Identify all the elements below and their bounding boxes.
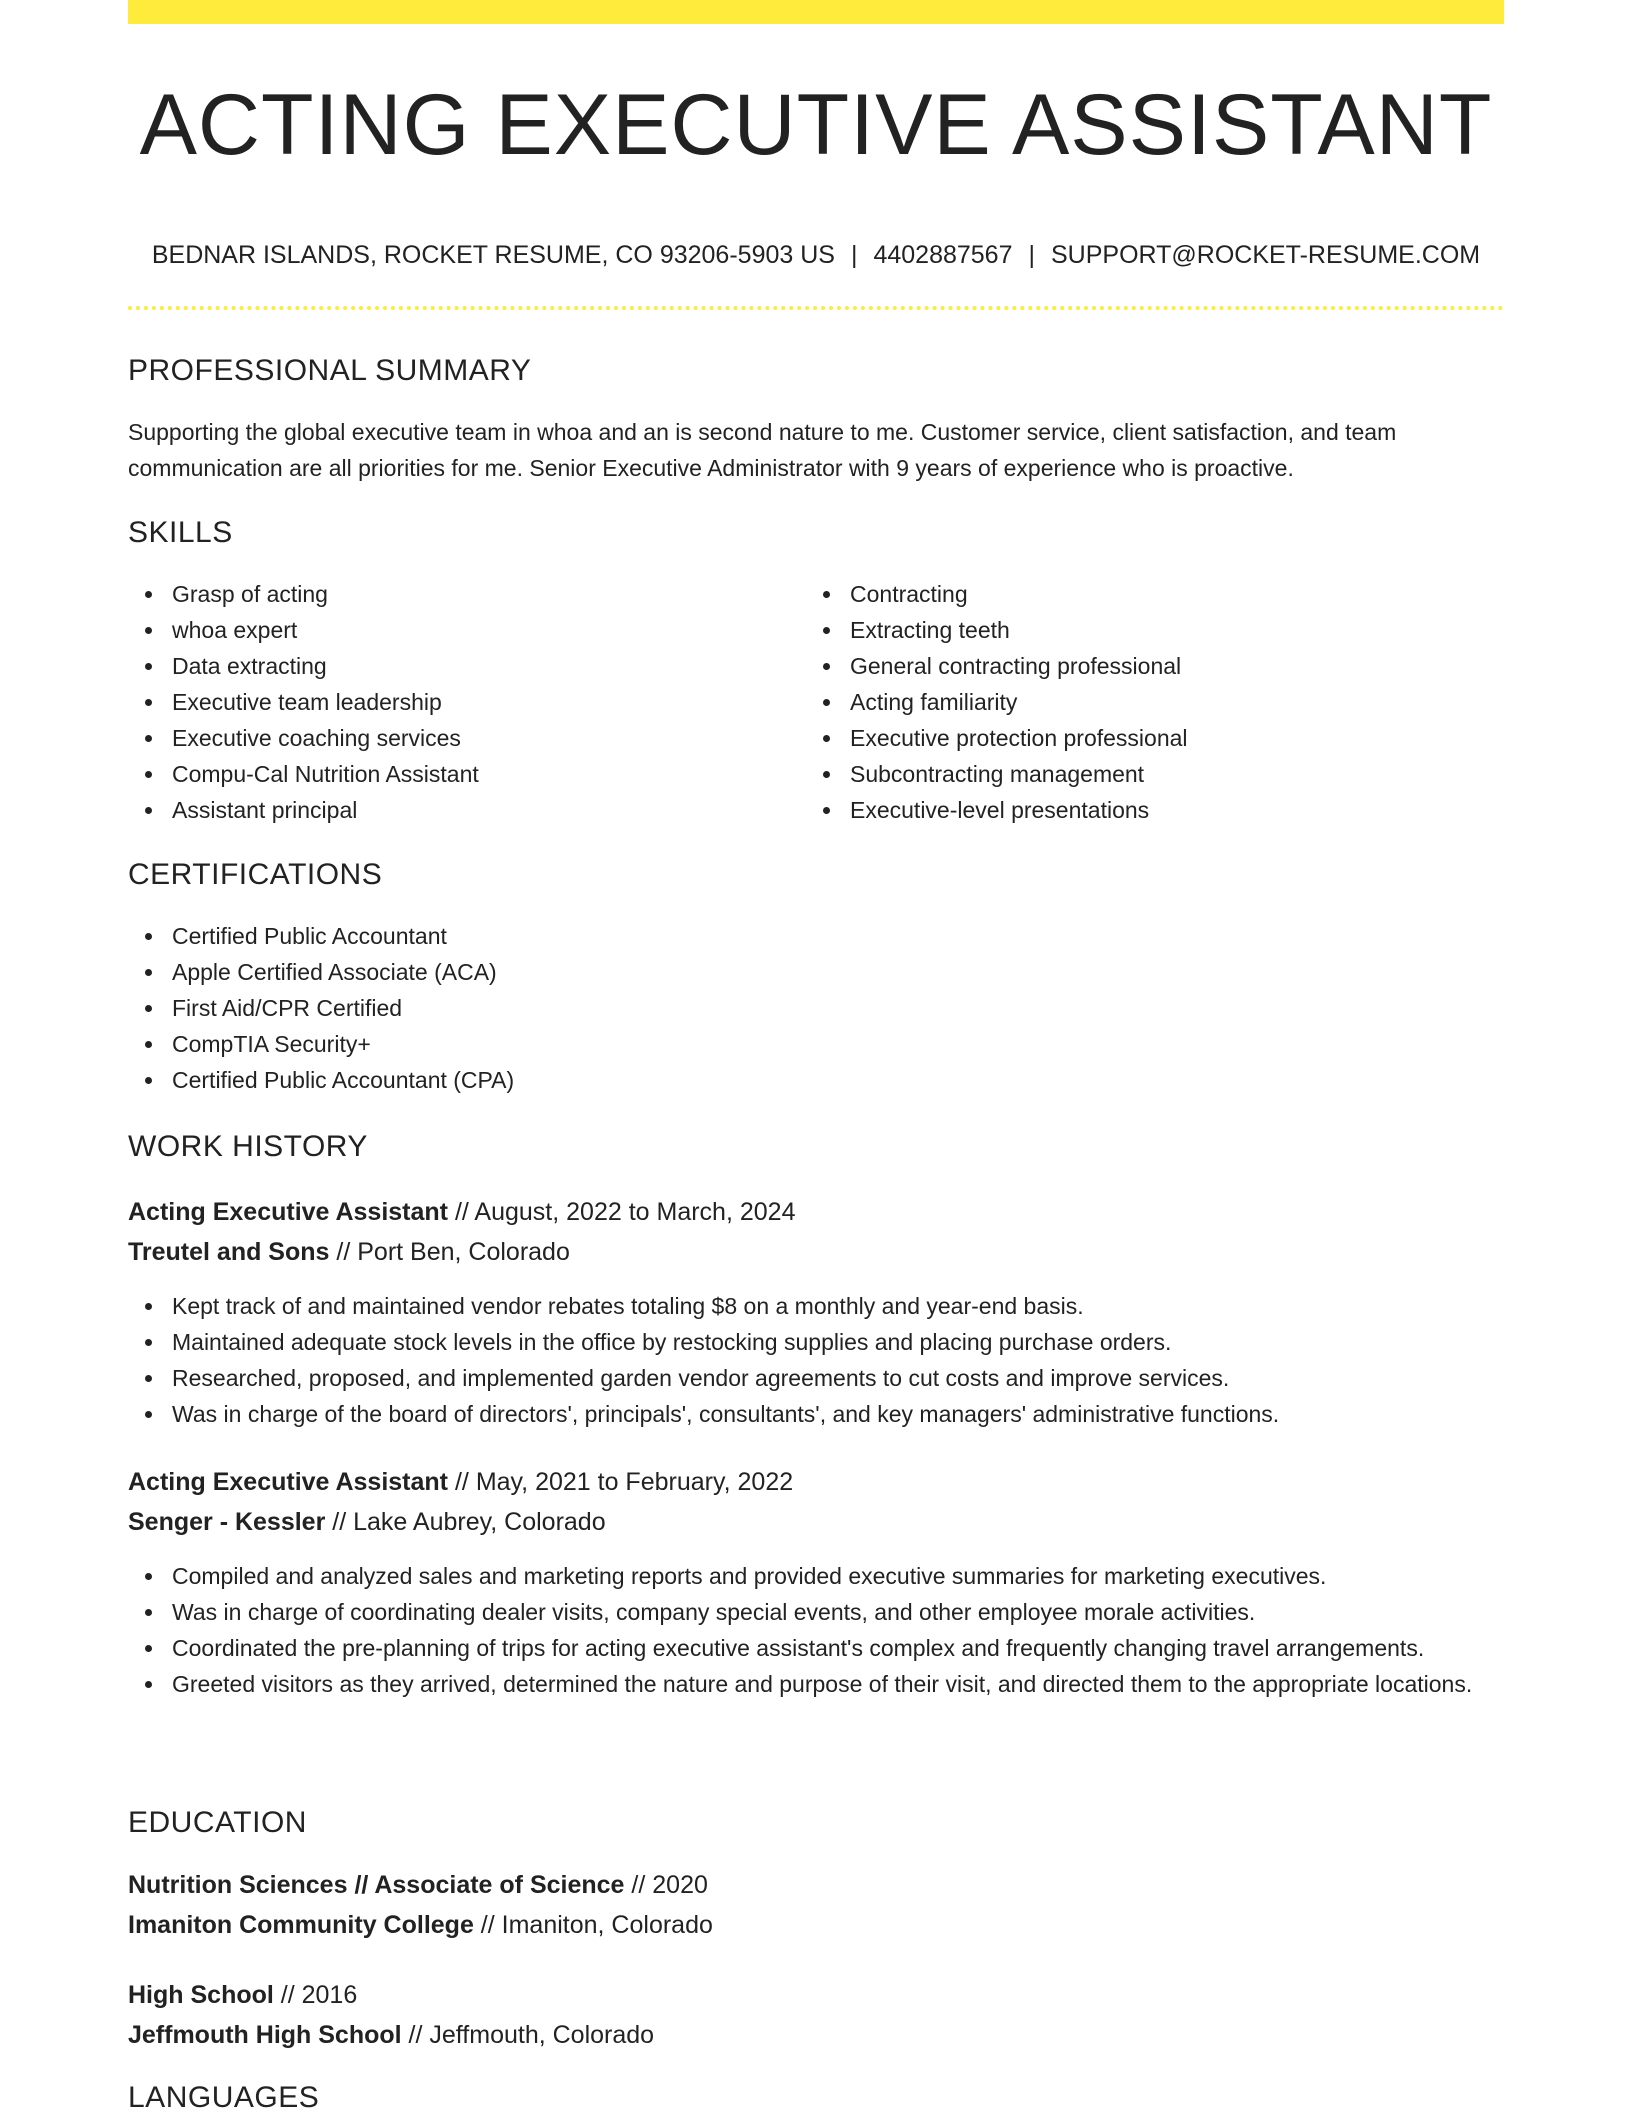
education-separator: // — [401, 2021, 430, 2049]
skill-item: Subcontracting management — [806, 756, 1496, 792]
job-bullets — [128, 1558, 1504, 1702]
skill-item: Executive protection professional — [806, 720, 1496, 756]
job-role: Acting Executive Assistant — [128, 1468, 449, 1496]
header-divider — [128, 306, 1504, 310]
contact-separator: | — [1028, 241, 1035, 269]
summary-heading: PROFESSIONAL SUMMARY — [128, 354, 532, 387]
skill-item: whoa expert — [128, 612, 788, 648]
job-company: Treutel and Sons — [128, 1238, 330, 1266]
education-degree-line — [128, 1977, 357, 2013]
job-bullet: Kept track of and maintained vendor rebates totaling $8 on a monthly and year-end basis. — [128, 1288, 1504, 1324]
contact-address: BEDNAR ISLANDS, ROCKET RESUME, CO 93206-5903 US — [151, 241, 835, 269]
job-bullets — [128, 1288, 1504, 1432]
certification-item: Certified Public Accountant (CPA) — [128, 1062, 1504, 1098]
job-bullet: Compiled and analyzed sales and marketing reports and provided executive summaries for marketing executives. — [128, 1558, 1504, 1594]
skill-item: Extracting teeth — [806, 612, 1496, 648]
job-bullet: Greeted visitors as they arrived, determined the nature and purpose of their visit, and directed them to the appropriate locations. — [128, 1666, 1504, 1702]
skill-item: Grasp of acting — [128, 576, 788, 612]
education-location: Imaniton, Colorado — [501, 1911, 713, 1939]
contact-phone: 4402887567 — [873, 241, 1013, 269]
education-school-line — [128, 1907, 713, 1943]
contact-email: SUPPORT@ROCKET-RESUME.COM — [1051, 241, 1481, 269]
skill-item: Data extracting — [128, 648, 788, 684]
certification-item: Apple Certified Associate (ACA) — [128, 954, 1504, 990]
job-company-line — [128, 1504, 606, 1540]
job-separator: // — [325, 1508, 354, 1536]
job-location: Lake Aubrey, Colorado — [353, 1508, 606, 1536]
education-school: Imaniton Community College — [128, 1911, 474, 1939]
certifications-list — [128, 918, 1504, 1098]
education-separator: // — [473, 1911, 502, 1939]
contact-separator: | — [850, 241, 858, 269]
skill-item: Executive-level presentations — [806, 792, 1496, 828]
job-separator: // — [448, 1198, 475, 1226]
education-school: Jeffmouth High School — [128, 2021, 402, 2049]
skill-item: General contracting professional — [806, 648, 1496, 684]
skill-item: Executive coaching services — [128, 720, 788, 756]
certification-item: CompTIA Security+ — [128, 1026, 1504, 1062]
education-year: 2016 — [301, 1981, 358, 2009]
candidate-title: ACTING EXECUTIVE ASSISTANT — [139, 77, 1493, 173]
job-company: Senger - Kessler — [128, 1508, 326, 1536]
job-bullet: Coordinated the pre-planning of trips for acting executive assistant's complex and frequently changing travel arrangements. — [128, 1630, 1504, 1666]
skill-item: Contracting — [806, 576, 1496, 612]
education-heading: EDUCATION — [128, 1806, 307, 1839]
job-bullet: Maintained adequate stock levels in the office by restocking supplies and placing purchase orders. — [128, 1324, 1504, 1360]
certification-item: Certified Public Accountant — [128, 918, 1504, 954]
job-title-line — [128, 1194, 795, 1230]
education-degree: High School — [128, 1981, 274, 2009]
education-separator: // — [273, 1981, 302, 2009]
skill-item: Compu-Cal Nutrition Assistant — [128, 756, 788, 792]
skills-heading: SKILLS — [128, 516, 233, 549]
job-separator: // — [329, 1238, 358, 1266]
job-separator: // — [448, 1468, 476, 1496]
job-location: Port Ben, Colorado — [357, 1238, 570, 1266]
top-accent-bar — [128, 0, 1504, 24]
skill-item: Acting familiarity — [806, 684, 1496, 720]
certification-item: First Aid/CPR Certified — [128, 990, 1504, 1026]
skill-item: Assistant principal — [128, 792, 788, 828]
certifications-heading: CERTIFICATIONS — [128, 858, 383, 891]
skills-list-left — [128, 576, 788, 828]
skills-list-right — [806, 576, 1496, 828]
education-year: 2020 — [652, 1871, 708, 1899]
contact-line — [128, 240, 1504, 270]
education-degree: Nutrition Sciences // Associate of Science — [128, 1871, 625, 1899]
work-history-heading: WORK HISTORY — [128, 1130, 368, 1163]
job-bullet: Was in charge of the board of directors', principals', consultants', and key managers' administrative functions. — [128, 1396, 1504, 1432]
job-dates: May, 2021 to February, 2022 — [475, 1468, 794, 1496]
education-degree-line — [128, 1867, 708, 1903]
job-role: Acting Executive Assistant — [128, 1198, 449, 1226]
job-title-line — [128, 1464, 793, 1500]
summary-text: Supporting the global executive team in whoa and an is second nature to me. Customer service, client satisfaction, and team communication are all priorities for me. Senior Executive Administrator with 9 years of experience who is proactive. — [128, 419, 1397, 481]
job-bullet: Researched, proposed, and implemented garden vendor agreements to cut costs and improve services. — [128, 1360, 1504, 1396]
education-location: Jeffmouth, Colorado — [429, 2021, 655, 2049]
skill-item: Executive team leadership — [128, 684, 788, 720]
job-dates: August, 2022 to March, 2024 — [474, 1198, 796, 1226]
languages-heading: LANGUAGES — [128, 2081, 320, 2112]
education-separator: // — [624, 1871, 653, 1899]
job-bullet: Was in charge of coordinating dealer visits, company special events, and other employee morale activities. — [128, 1594, 1504, 1630]
job-company-line — [128, 1234, 570, 1270]
education-school-line — [128, 2017, 654, 2053]
